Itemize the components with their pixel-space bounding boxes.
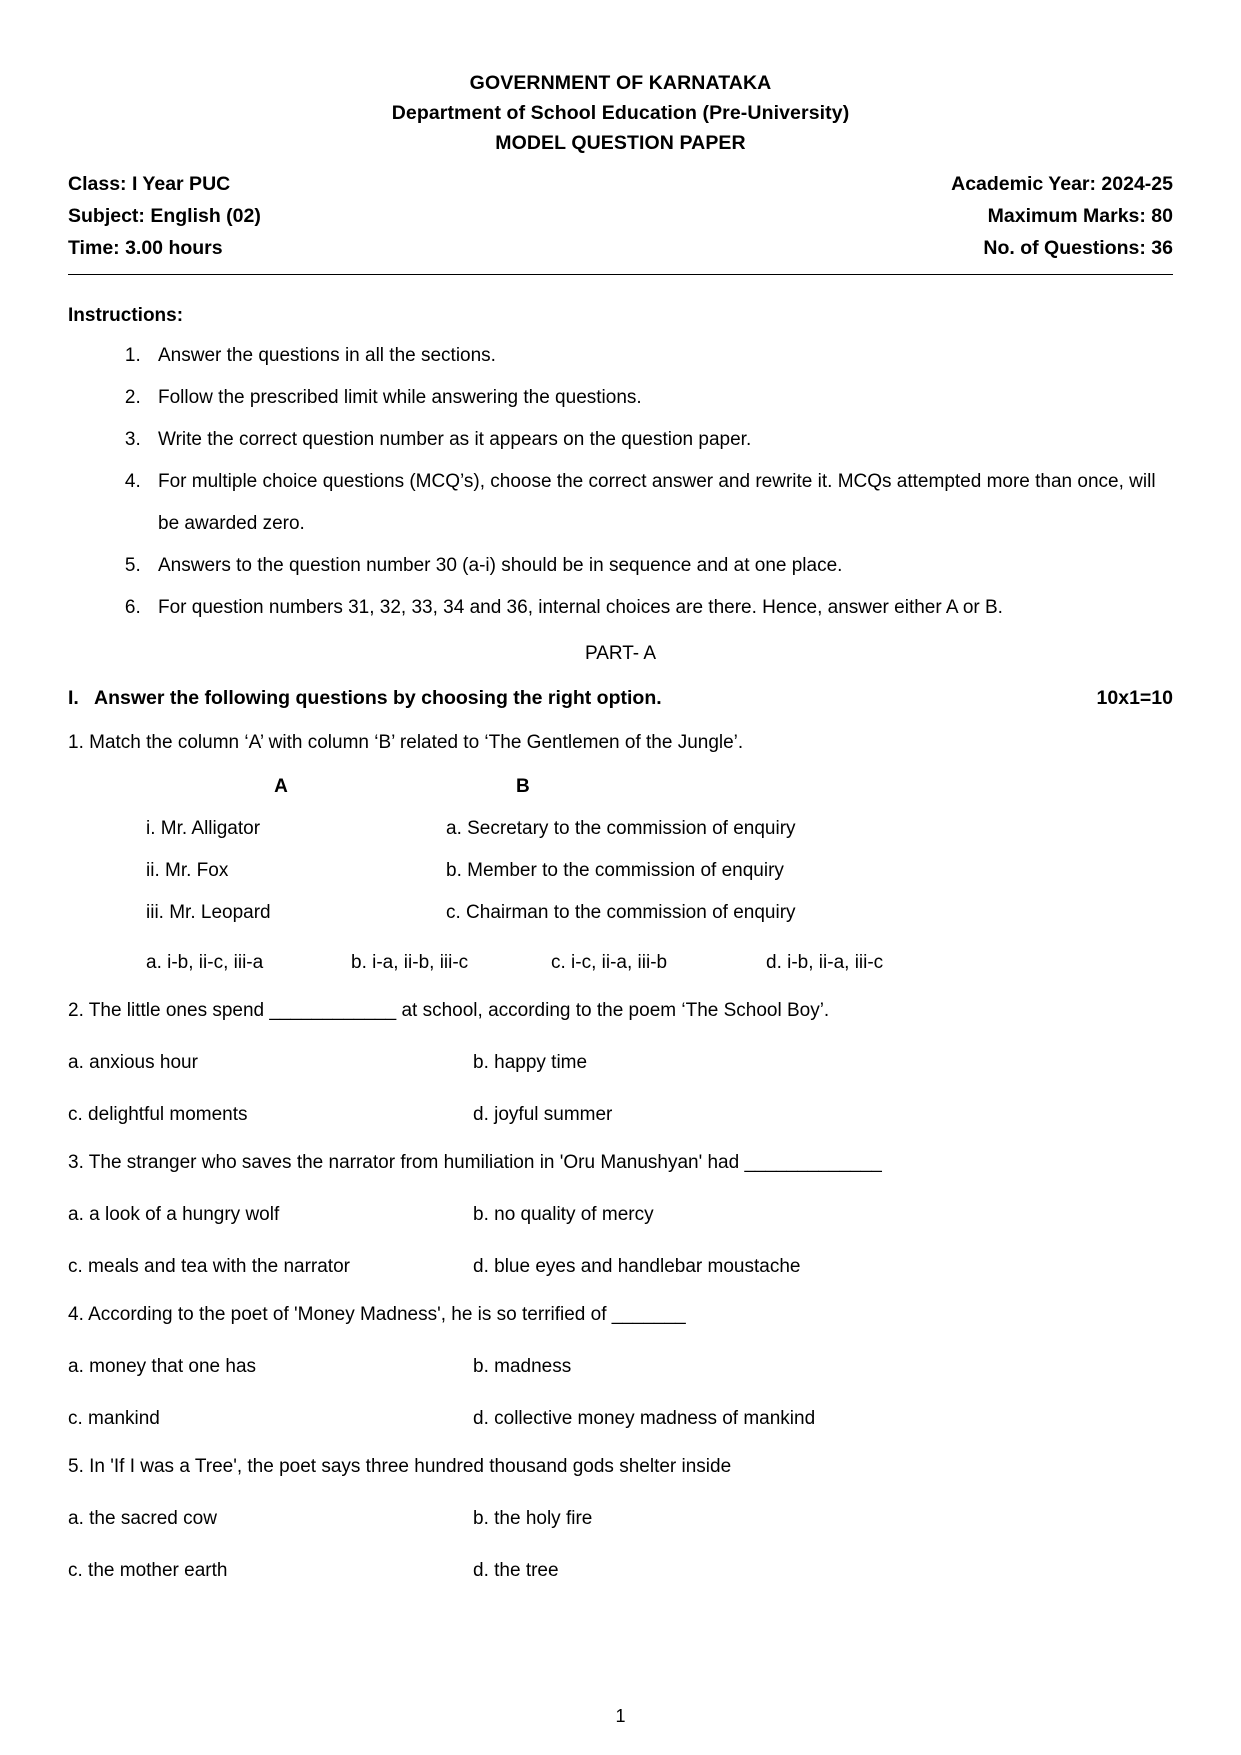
- meta-class: Class: I Year PUC: [68, 173, 231, 195]
- question-5-options-row-2: [68, 1556, 1173, 1586]
- option-a: a. anxious hour: [68, 1052, 198, 1073]
- section-label: I.: [68, 687, 79, 709]
- question-5: [68, 1452, 1173, 1586]
- column-a-header: A: [274, 776, 288, 797]
- option-d: d. the tree: [473, 1560, 559, 1581]
- header-divider: [68, 274, 1173, 275]
- option-a: a. a look of a hungry wolf: [68, 1204, 280, 1225]
- section-instruction: Answer the following questions by choosing the right option.: [94, 687, 662, 709]
- meta-row: [68, 168, 1173, 200]
- meta-time: Time: 3.00 hours: [68, 237, 223, 259]
- document-header: [68, 0, 1173, 158]
- question-1-options: [116, 948, 1173, 978]
- list-item: 4. For multiple choice questions (MCQ’s), choose the correct answer and rewrite it. MCQs attempted more than once, will be awarded zero.: [146, 461, 1173, 545]
- meta-row: [68, 200, 1173, 232]
- question-5-options-row-1: [68, 1504, 1173, 1534]
- option-c: c. mankind: [68, 1408, 160, 1429]
- meta-number-of-questions: No. of Questions: 36: [983, 237, 1173, 259]
- option-d: d. collective money madness of mankind: [473, 1408, 816, 1429]
- option-c: c. the mother earth: [68, 1560, 228, 1581]
- instructions-heading: Instructions:: [68, 305, 184, 326]
- section-marks: 10x1=10: [1096, 687, 1173, 709]
- option-c: c. i-c, ii-a, iii-b: [551, 952, 668, 973]
- question-4-options-row-1: [68, 1352, 1173, 1382]
- question-stem: 3. The stranger who saves the narrator from humiliation in 'Oru Manushyan' had _____________: [68, 1152, 882, 1173]
- header-line-government: GOVERNMENT OF KARNATAKA: [469, 72, 772, 94]
- question-3-options-row-2: [68, 1252, 1173, 1282]
- table-row: [116, 808, 1173, 850]
- header-line-paper-type: MODEL QUESTION PAPER: [495, 132, 746, 154]
- option-a: a. i-b, ii-c, iii-a: [146, 952, 264, 973]
- match-item-a: ii. Mr. Fox: [146, 860, 229, 881]
- question-stem: 4. According to the poet of 'Money Madness', he is so terrified of _______: [68, 1304, 686, 1325]
- option-d: d. i-b, ii-a, iii-c: [766, 952, 884, 973]
- part-title: PART- A: [584, 643, 657, 664]
- question-2-options-row-1: [68, 1048, 1173, 1078]
- list-item: 1. Answer the questions in all the sections.: [146, 335, 1173, 377]
- option-d: d. joyful summer: [473, 1104, 613, 1125]
- match-item-b: a. Secretary to the commission of enquiry: [446, 818, 796, 839]
- option-b: b. madness: [473, 1356, 572, 1377]
- question-stem: 1. Match the column ‘A’ with column ‘B’ related to ‘The Gentlemen of the Jungle’.: [68, 732, 744, 753]
- header-line-department: Department of School Education (Pre-University): [391, 102, 850, 124]
- option-b: b. no quality of mercy: [473, 1204, 654, 1225]
- question-4-options-row-2: [68, 1404, 1173, 1434]
- meta-row: [68, 232, 1173, 264]
- option-a: a. money that one has: [68, 1356, 257, 1377]
- match-item-a: i. Mr. Alligator: [146, 818, 261, 839]
- meta-academic-year: Academic Year: 2024-25: [951, 173, 1173, 195]
- list-item: 5. Answers to the question number 30 (a-i) should be in sequence and at one place.: [146, 545, 1173, 587]
- list-item: 2. Follow the prescribed limit while answering the questions.: [146, 377, 1173, 419]
- question-2-options-row-2: [68, 1100, 1173, 1130]
- option-b: b. happy time: [473, 1052, 588, 1073]
- question-1: [68, 728, 1173, 978]
- match-item-b: b. Member to the commission of enquiry: [446, 860, 784, 881]
- section-heading: [68, 687, 1173, 710]
- question-3-options-row-1: [68, 1200, 1173, 1230]
- question-2: [68, 996, 1173, 1130]
- question-stem: 2. The little ones spend ____________ at school, according to the poem ‘The School Boy’.: [68, 1000, 830, 1021]
- option-b: b. i-a, ii-b, iii-c: [351, 952, 469, 973]
- match-columns-table: [116, 772, 1173, 934]
- meta-subject: Subject: English (02): [68, 205, 261, 227]
- question-3: [68, 1148, 1173, 1282]
- exam-meta-block: [68, 168, 1173, 264]
- match-columns-header: [116, 772, 1173, 802]
- question-4: [68, 1300, 1173, 1434]
- option-b: b. the holy fire: [473, 1508, 593, 1529]
- option-d: d. blue eyes and handlebar moustache: [473, 1256, 801, 1277]
- table-row: [116, 892, 1173, 934]
- option-c: c. meals and tea with the narrator: [68, 1256, 350, 1277]
- question-stem: 5. In 'If I was a Tree', the poet says three hundred thousand gods shelter inside: [68, 1456, 732, 1477]
- column-b-header: B: [516, 776, 530, 797]
- match-item-b: c. Chairman to the commission of enquiry: [446, 902, 796, 923]
- option-a: a. the sacred cow: [68, 1508, 217, 1529]
- option-c: c. delightful moments: [68, 1104, 248, 1125]
- match-item-a: iii. Mr. Leopard: [146, 902, 271, 923]
- list-item: 3. Write the correct question number as it appears on the question paper.: [146, 419, 1173, 461]
- table-row: [116, 850, 1173, 892]
- page-number: 1: [615, 1706, 626, 1726]
- list-item: 6. For question numbers 31, 32, 33, 34 and 36, internal choices are there. Hence, answer either A or B.: [146, 587, 1173, 629]
- instructions-list: [68, 335, 1173, 629]
- meta-maximum-marks: Maximum Marks: 80: [987, 205, 1173, 227]
